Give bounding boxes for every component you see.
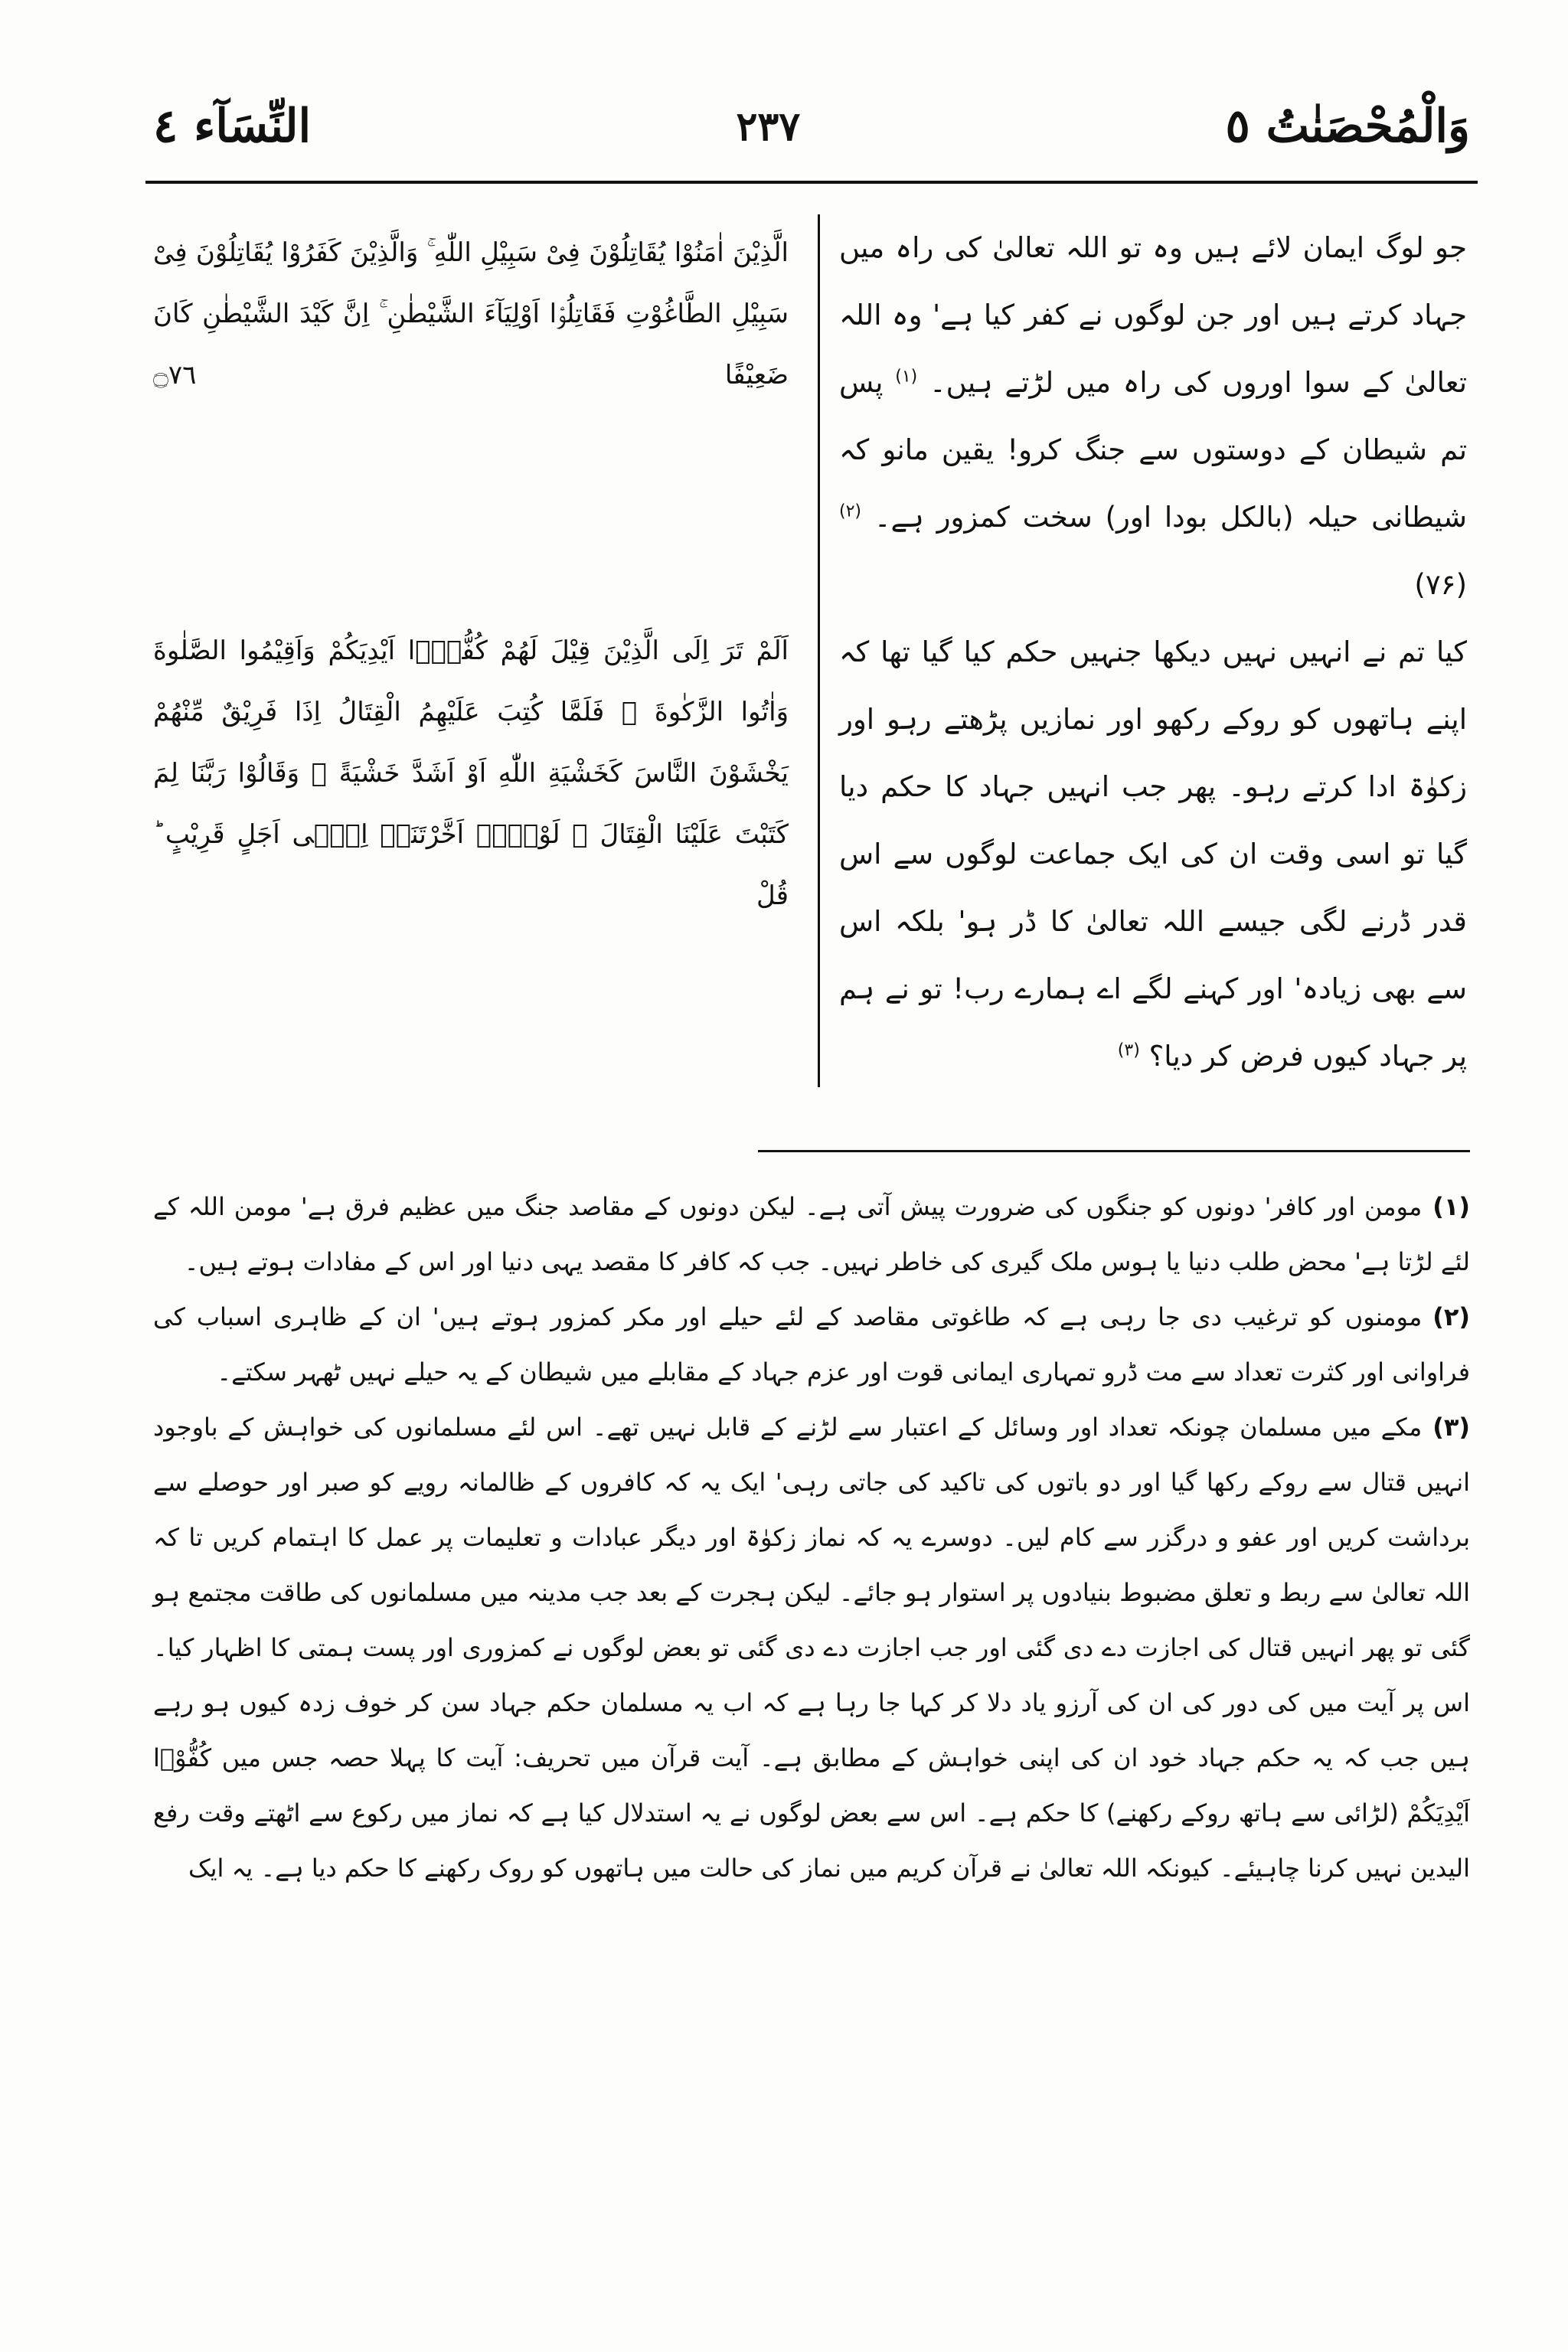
page-number: ٢٣٧ xyxy=(736,103,801,150)
footnote-text: مومنوں کو ترغیب دی جا رہی ہے کہ طاغوتی مقاصد کے لئے حیلے اور مکر کمزور ہوتے ہیں' ان کے ظاہری اسباب کی فراوانی اور کثرت تعداد سے مت ڈرو تمہاری ایمانی قوت اور عزم جہاد کے مقابلے میں شیطان کے یہ حیلے نہیں ٹھہر سکتے۔ xyxy=(153,1302,1470,1387)
footnote-2 xyxy=(153,1289,1470,1400)
translation-text: کیا تم نے انہیں نہیں دیکھا جنہیں حکم کیا گیا تھا کہ اپنے ہاتھوں کو روکے رکھو اور نمازیں پڑھتے رہو اور زکوٰۃ ادا کرتے رہو۔ پھر جب انہیں جہاد کا حکم دیا گیا تو اسی وقت ان کی ایک جماعت لوگوں سے اس قدر ڈرنے لگی جیسے اللہ تعالیٰ کا ڈر ہو' بلکہ اس سے بھی زیادہ' اور کہنے لگے اے ہمارے رب! تو نے ہم پر جہاد کیوں فرض کر دیا؟ xyxy=(839,635,1467,1073)
verse-number: (۷۶) xyxy=(1414,568,1467,601)
translation-text: جو لوگ ایمان لائے ہیں وہ تو اللہ تعالیٰ کی راہ میں جہاد کرتے ہیں اور جن لوگوں نے کفر کیا ہے' وہ اللہ تعالیٰ کے سوا اوروں کی راہ میں لڑتے ہیں۔ xyxy=(839,231,1468,399)
footnote-ref-2[interactable]: (۲) xyxy=(839,501,862,521)
page-header xyxy=(153,84,1470,168)
arabic-verse-77: اَلَمْ تَرَ اِلَى الَّذِیْنَ قِیْلَ لَهُمْ كُفُّوْۤا اَیْدِیَكُمْ وَاَقِیْمُوا الصَّلٰوةَ وَاٰتُوا الزَّكٰوةَ ۚ فَلَمَّا كُتِبَ عَلَیْهِمُ الْقِتَالُ اِذَا فَرِیْقٌ مِّنْهُمْ یَخْشَوْنَ النَّاسَ كَخَشْیَةِ اللّٰهِ اَوْ اَشَدَّ خَشْیَةً ۚ وَقَالُوْا رَبَّنَا لِمَ كَتَبْتَ عَلَیْنَا الْقِتَالَ ۚ لَوْلَاۤ اَخَّرْتَنَاۤ اِلٰۤى اَجَلٍ قَرِیْبٍ ؕ قُلْ xyxy=(153,635,789,911)
translation-paragraph-2 xyxy=(839,619,1467,1090)
footnote-separator xyxy=(758,1150,1470,1152)
arabic-verse-76: الَّذِیْنَ اٰمَنُوْا یُقَاتِلُوْنَ فِیْ سَبِیْلِ اللّٰهِ ۚ وَالَّذِیْنَ كَفَرُوْا یُقَاتِلُوْنَ فِیْ سَبِیْلِ الطَّاغُوْتِ فَقَاتِلُوْۤا اَوْلِیَآءَ الشَّیْطٰنِ ۚ اِنَّ كَیْدَ الشَّیْطٰنِ كَانَ ضَعِیْفًا ۝٧٦ xyxy=(153,237,789,390)
footnote-3 xyxy=(153,1400,1470,1896)
surah-title: النِّسَآء ٤ xyxy=(153,100,312,153)
footnote-ref-3[interactable]: (۳) xyxy=(1117,1040,1140,1060)
translation-paragraph-1 xyxy=(839,214,1467,619)
juz-title: وَالْمُحْصَنٰتُ ٥ xyxy=(1225,100,1470,153)
footnotes xyxy=(153,1179,1470,1896)
column-divider xyxy=(818,214,820,1087)
footnote-number: (۲) xyxy=(1432,1302,1470,1331)
footnote-ref-1[interactable]: (۱) xyxy=(895,367,918,387)
footnote-1 xyxy=(153,1179,1470,1289)
translation-text: پس تم شیطان کے دوستوں سے جنگ کرو! یقین مانو کہ شیطانی حیلہ (بالکل بودا اور) سخت کمزور ہے۔ xyxy=(839,366,1467,534)
footnote-text: مومن اور کافر' دونوں کو جنگوں کی ضرورت پیش آتی ہے۔ لیکن دونوں کے مقاصد جنگ میں عظیم فرق ہے' مومن اللہ کے لئے لڑتا ہے' محض طلب دنیا یا ہوس ملک گیری کی خاطر نہیں۔ جب کہ کافر کا مقصد یہی دنیا اور اس کے مفادات ہوتے ہیں۔ xyxy=(153,1192,1470,1276)
header-rule xyxy=(145,181,1478,184)
footnote-text: مکے میں مسلمان چونکہ تعداد اور وسائل کے اعتبار سے لڑنے کے قابل نہیں تھے۔ اس لئے مسلمانوں کی خواہش کے باوجود انہیں قتال سے روکے رکھا گیا اور دو باتوں کی تاکید کی جاتی رہی' ایک یہ کہ کافروں کے ظالمانہ رویے کو صبر اور حوصلے سے برداشت کریں اور عفو و درگزر سے کام لیں۔ دوسرے یہ کہ نماز زکوٰۃ اور دیگر عبادات و تعلیمات پر عمل کا اہتمام کریں تا کہ اللہ تعالیٰ سے ربط و تعلق مضبوط بنیادوں پر استوار ہو جائے۔ لیکن ہجرت کے بعد جب مدینہ میں مسلمانوں کی طاقت مجتمع ہو گئی تو پھر انہیں قتال کی اجازت دے دی گئی اور جب اجازت دے دی گئی تو بعض لوگوں نے کمزوری اور پست ہمتی کا اظہار کیا۔ اس پر آیت میں کی دور کی ان کی آرزو یاد دلا کر کہا جا رہا ہے کہ اب یہ مسلمان حکم جہاد سن کر خوف زدہ کیوں ہو رہے ہیں جب کہ یہ حکم جہاد خود ان کی اپنی خواہش کے مطابق ہے۔ آیت قرآن میں تحریف: آیت کا پہلا حصہ جس میں كُفُّوْۤا اَیْدِیَكُمْ (لڑائی سے ہاتھ روکے رکھنے) کا حکم ہے۔ اس سے بعض لوگوں نے یہ استدلال کیا ہے کہ نماز میں رکوع سے اٹھتے وقت رفع الیدین نہیں کرنا چاہیئے۔ کیونکہ اللہ تعالیٰ نے قرآن کریم میں نماز کی حالت میں ہاتھوں کو روک رکھنے کا حکم دیا ہے۔ یہ ایک xyxy=(153,1413,1471,1883)
translation-column xyxy=(839,214,1467,1090)
footnote-number: (۳) xyxy=(1432,1413,1470,1442)
footnote-number: (۱) xyxy=(1432,1192,1470,1221)
